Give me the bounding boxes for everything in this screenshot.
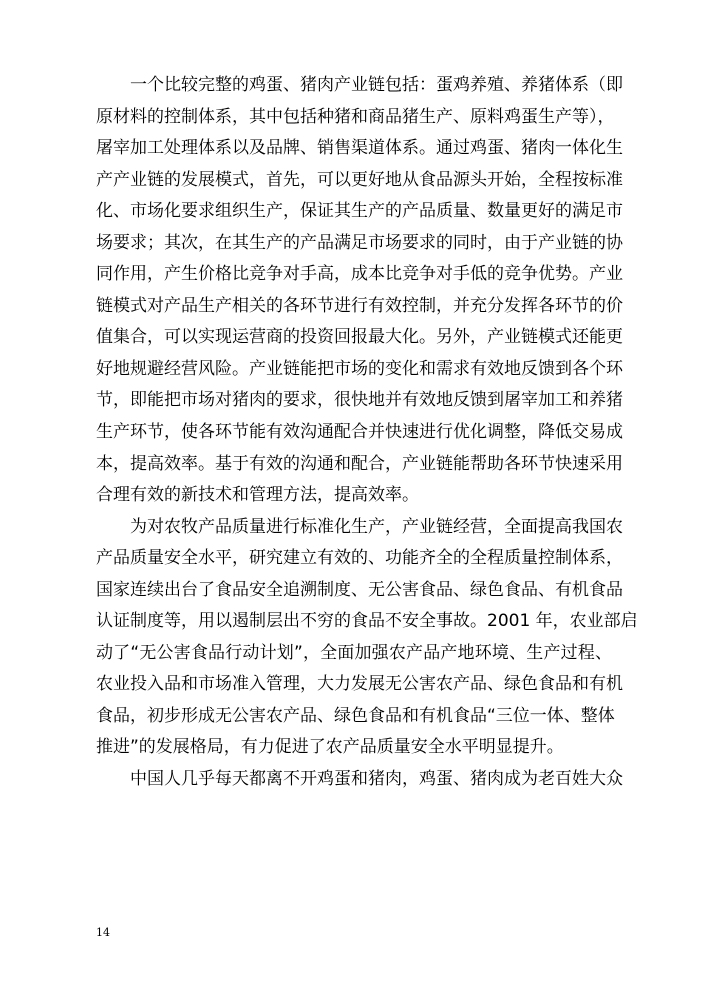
text-line: 动了“无公害食品行动计划”，全面加强农产品产地环境、生产过程、 bbox=[96, 642, 612, 663]
text-line: 国家连续出台了食品安全追溯制度、无公害食品、绿色食品、有机食品 bbox=[96, 579, 623, 600]
text-line: 同作用，产生价格比竞争对手高，成本比竞争对手低的竞争优势。产业 bbox=[96, 264, 623, 285]
text-line: 产产业链的发展模式，首先，可以更好地从食品源头开始，全程按标准 bbox=[96, 169, 623, 190]
paragraph-1 bbox=[96, 70, 623, 512]
text-line: 链模式对产品生产相关的各环节进行有效控制，并充分发挥各环节的价 bbox=[96, 295, 623, 316]
text-line: 生产环节，使各环节能有效沟通配合并快速进行优化调整，降低交易成 bbox=[96, 422, 623, 443]
paragraph-3 bbox=[96, 764, 623, 796]
text-line: 为对农牧产品质量进行标准化生产，产业链经营，全面提高我国农 bbox=[130, 516, 623, 537]
paragraph-2 bbox=[96, 512, 638, 764]
body-text bbox=[96, 70, 638, 796]
text-line: 屠宰加工处理体系以及品牌、销售渠道体系。通过鸡蛋、猪肉一体化生 bbox=[96, 138, 623, 159]
text-line: 中国人几乎每天都离不开鸡蛋和猪肉，鸡蛋、猪肉成为老百姓大众 bbox=[130, 769, 623, 790]
text-line: 原材料的控制体系，其中包括种猪和商品猪生产、原料鸡蛋生产等）， bbox=[96, 106, 615, 127]
text-line: 一个比较完整的鸡蛋、猪肉产业链包括：蛋鸡养殖、养猪体系（即 bbox=[130, 75, 623, 95]
text-line: 场要求；其次，在其生产的产品满足市场要求的同时，由于产业链的协 bbox=[96, 232, 623, 253]
text-line: 农业投入品和市场准入管理，大力发展无公害农产品、绿色食品和有机 bbox=[96, 674, 623, 695]
text-line: 认证制度等，用以遏制层出不穷的食品不安全事故。2001 年，农业部启 bbox=[96, 611, 638, 632]
text-line: 食品，初步形成无公害农产品、绿色食品和有机食品“三位一体、整体 bbox=[96, 705, 615, 726]
text-line: 本，提高效率。基于有效的沟通和配合，产业链能帮助各环节快速采用 bbox=[96, 453, 623, 474]
page-number: 14 bbox=[96, 926, 110, 939]
text-line: 化、市场化要求组织生产，保证其生产的产品质量、数量更好的满足市 bbox=[96, 201, 623, 222]
text-line: 推进”的发展格局，有力促进了农产品质量安全水平明显提升。 bbox=[96, 737, 564, 758]
text-line: 产品质量安全水平，研究建立有效的、功能齐全的全程质量控制体系， bbox=[96, 548, 623, 569]
text-line: 值集合，可以实现运营商的投资回报最大化。另外，产业链模式还能更 bbox=[96, 327, 623, 348]
text-line: 合理有效的新技术和管理方法，提高效率。 bbox=[96, 485, 419, 506]
text-line: 节，即能把市场对猪肉的要求，很快地并有效地反馈到屠宰加工和养猪 bbox=[96, 390, 623, 411]
text-line: 好地规避经营风险。产业链能把市场的变化和需求有效地反馈到各个环 bbox=[96, 358, 623, 379]
